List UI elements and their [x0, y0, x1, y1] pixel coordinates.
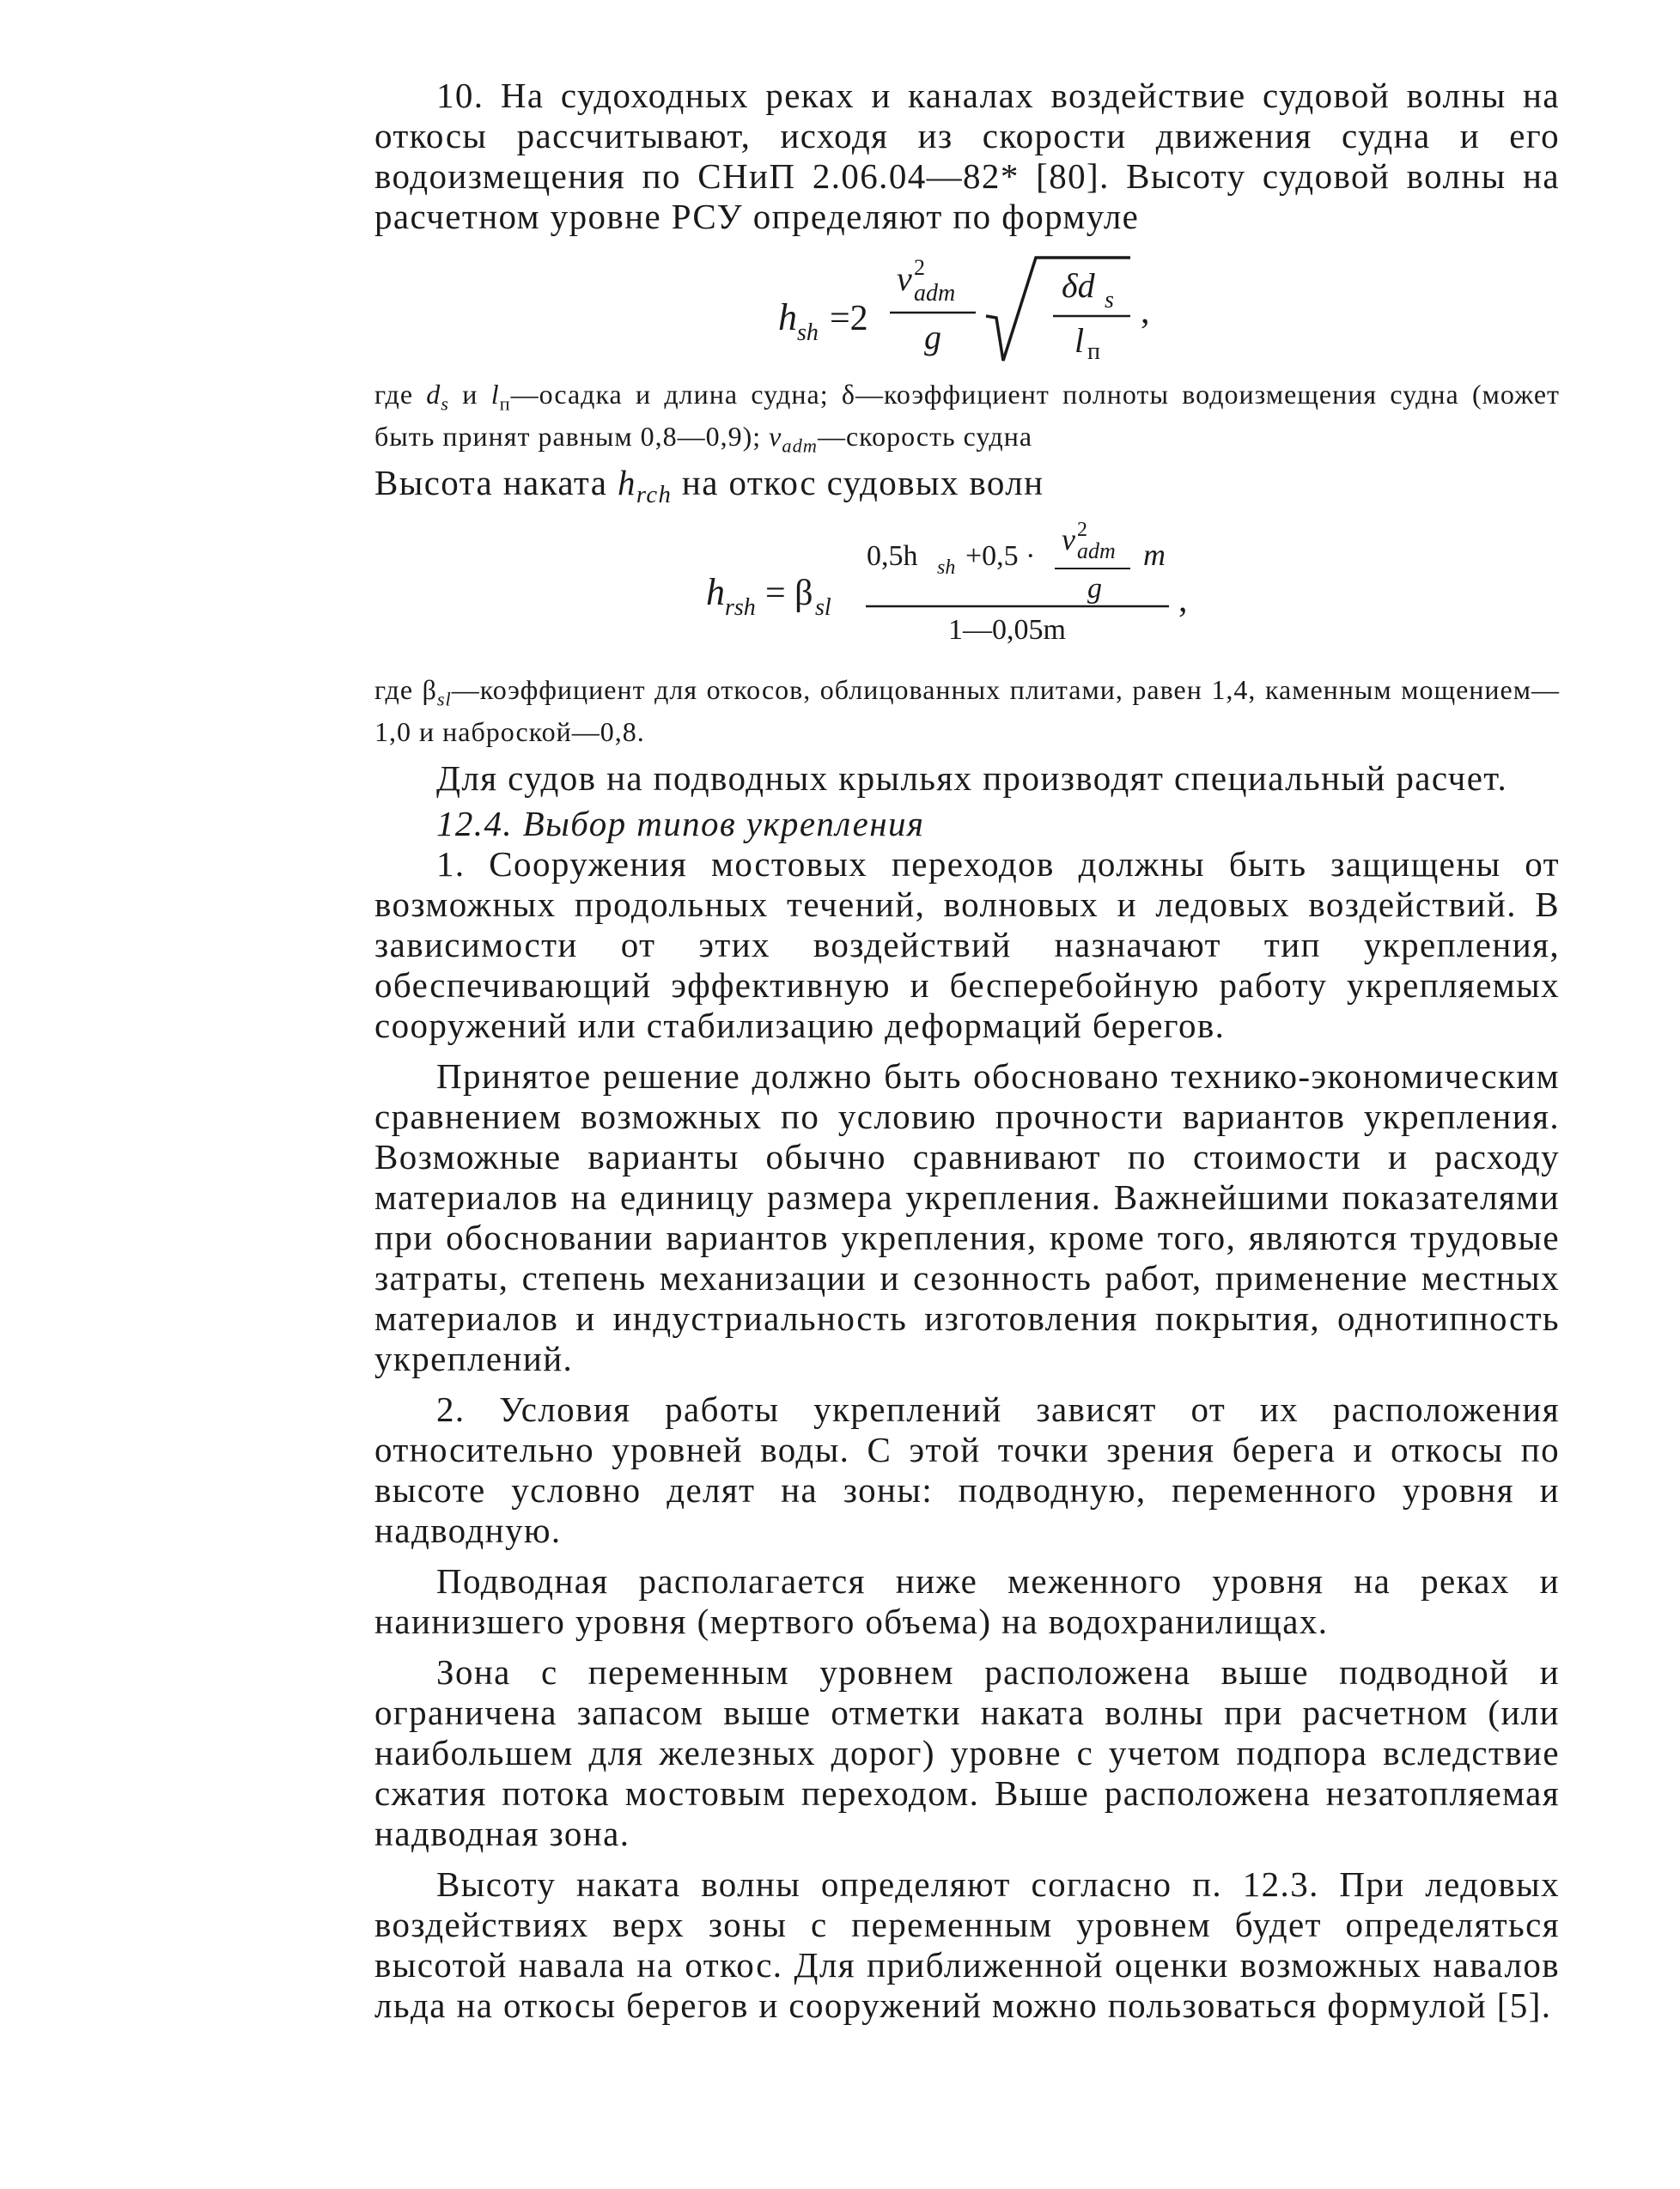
var-ln: l	[490, 379, 500, 410]
var-ds-sub: s	[441, 392, 450, 415]
paragraph-s2c: Зона с переменным уровнем расположена выше подводной и ограничена запасом выше отметки наката волны при расчетном (или наибольшем для железных дорог) уровне с учетом подпора вследствие сжатия потока мостовым переходом. Выше расположена незатопляемая надводная зона.	[374, 1652, 1560, 1854]
formula2-den: 1—0,05m	[948, 613, 1066, 646]
var-ds: d	[426, 379, 441, 410]
formula1-num-sub: adm	[914, 280, 956, 307]
formula1-lhs: h	[778, 296, 797, 338]
formula2-beta-sub: sl	[815, 593, 831, 621]
formula2-num-left-sub: sh	[937, 556, 956, 579]
paragraph-runup	[374, 463, 1560, 515]
formula2-num-m: m	[1143, 537, 1166, 572]
runup-lead: Высота наката	[374, 462, 618, 502]
definitions-runup	[374, 673, 1560, 748]
where1-lead: где	[374, 379, 414, 410]
where1-rest: —осадка и длина судна; δ—коэффициент полноты водоизмещения судна (может быть принят равным 0,8—0,9);	[374, 379, 1561, 453]
formula2-eq: = β	[765, 573, 813, 613]
where1-and: и	[449, 379, 491, 410]
document-page	[374, 76, 1560, 2026]
formula1-root-num-sub: s	[1105, 287, 1114, 313]
definitions-ship-wave	[374, 378, 1560, 463]
paragraph-s1: 1. Сооружения мостовых переходов должны быть защищены от возможных продольных течений, волновых и ледовых воздействий. В зависимости от этих воздействий назначают тип укрепления, обеспечивающий эффективную и бесперебойную работу укрепляемых сооружений или стабилизацию деформаций берегов.	[374, 844, 1560, 1046]
formula2-inner-sub: adm	[1077, 538, 1116, 563]
formula2-comma: ,	[1178, 580, 1188, 620]
var-ln-sub: п	[499, 392, 511, 415]
formula-ship-wave-svg	[374, 240, 1560, 369]
formula1-eq: =2	[830, 299, 868, 338]
var-beta: β	[422, 673, 437, 705]
where2-rest: —коэффициент для откосов, облицованных плитами, равен 1,4, каменным мощением—1,0 и наброской—0,8.	[374, 673, 1561, 748]
var-vadm-sub: adm	[782, 435, 818, 457]
paragraph-s2b: Подводная располагается ниже меженного уровня на реках и наинизшего уровня (мертвого объема) на водохранилищах.	[374, 1561, 1560, 1642]
var-beta-sub: sl	[436, 688, 452, 710]
where2-lead: где	[374, 673, 423, 705]
where1-tail: —скорость судна	[817, 421, 1033, 453]
formula1-root-den-sub: п	[1087, 338, 1100, 365]
formula1-comma: ,	[1141, 292, 1150, 331]
paragraph-ship-wave: 10. На судоходных реках и каналах воздействие судовой волны на откосы рассчитывают, исходя из скорости движения судна и его водоизмещения по СНиП 2.06.04—82* [80]. Высоту судовой волны на расчетном уровне РСУ определяют по формуле	[374, 76, 1560, 236]
formula-runup-height	[374, 519, 1560, 665]
paragraph-s2: 2. Условия работы укреплений зависят от их расположения относительно уровней воды. С этой точки зрения берега и откосы по высоте условно делят на зоны: подводную, переменного уровня и надводную.	[374, 1389, 1560, 1551]
paragraph-s1b: Принятое решение должно быть обосновано технико-экономическим сравнением возможных по условию прочности вариантов укрепления. Возможные варианты обычно сравнивают по стоимости и расходу материалов на единицу размера укрепления. Важнейшими показателями при обосновании вариантов укрепления, кроме того, являются трудовые затраты, степень механизации и сезонность работ, применение местных материалов и индустриальность изготовления покрытия, однотипность укреплений.	[374, 1056, 1560, 1379]
runup-tail: на откос судовых волн	[672, 462, 1044, 502]
var-hrch-sub: rch	[636, 480, 673, 508]
formula2-num-plus: +0,5 ·	[965, 539, 1036, 572]
formula2-lhs-sub: rsh	[725, 593, 756, 621]
section-heading: 12.4. Выбор типов укрепления	[436, 804, 925, 844]
formula1-root-den: l	[1074, 321, 1085, 360]
formula2-num-left: 0,5h	[867, 539, 918, 572]
formula2-inner-den: g	[1087, 572, 1102, 605]
var-hrch: h	[617, 462, 636, 502]
formula2-inner-sup: 2	[1077, 518, 1087, 541]
formula-runup-svg	[374, 519, 1560, 665]
var-vadm: v	[769, 421, 782, 453]
formula1-lhs-sub: sh	[797, 319, 819, 346]
formula1-num-sup: 2	[914, 255, 925, 280]
formula2-lhs: h	[706, 570, 725, 613]
formula-ship-wave-height	[374, 240, 1560, 369]
formula1-root-num: δd	[1062, 266, 1095, 305]
formula1-den: g	[924, 318, 941, 356]
formula2-inner-v: v	[1062, 521, 1075, 556]
paragraph-s2d: Высоту наката волны определяют согласно п. 12.3. При ледовых воздействиях верх зоны с переменным уровнем будет определяться высотой навала на откос. Для приближенной оценки возможных навалов льда на откосы берегов и сооружений можно пользоваться формулой [5].	[374, 1864, 1560, 2026]
formula1-num-v: v	[897, 259, 912, 298]
paragraph-hydrofoil: Для судов на подводных крыльях производят специальный расчет.	[436, 758, 1508, 799]
